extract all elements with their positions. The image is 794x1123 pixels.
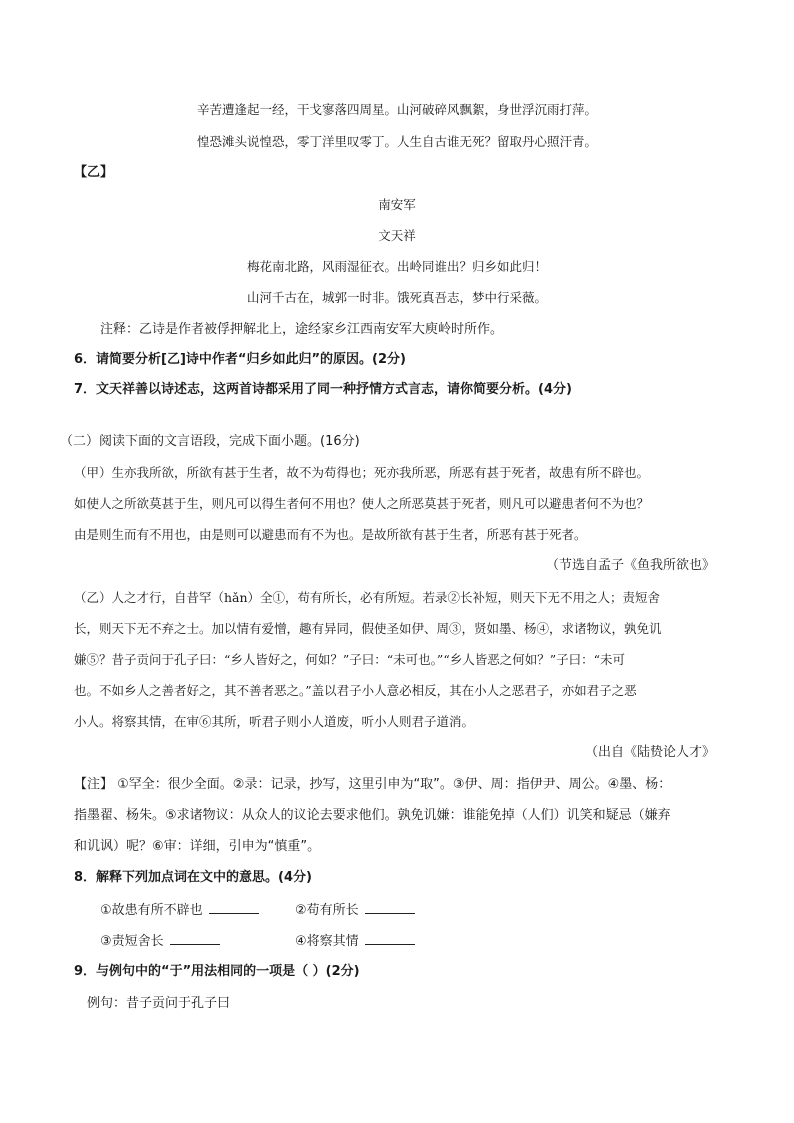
- passage-jia-line-3: 由是则生而有不用也，由是则可以避患而有不为也。是故所欲有甚于生者，所恶有甚于死者。: [74, 527, 587, 542]
- poem-yi-line-1: 梅花南北路，风雨湿征衣。出岭同谁出？归乡如此归！: [246, 259, 547, 274]
- passage-yi-line-2: 长，则天下无不弃之士。加以情有爱憎，趣有异同，假使圣如伊、周③，贤如墨、杨④，求诸物议，孰免讥: [74, 621, 662, 636]
- notes-line-3: 和讥讽）呢？⑥审：详细，引申为“慎重”。: [74, 839, 321, 854]
- question-6: 6．请简要分析[乙]诗中作者“归乡如此归”的原因。(2分): [74, 352, 406, 367]
- note-yi: 注释：乙诗是作者被俘押解北上，途经家乡江西南安军大庾岭时所作。: [100, 322, 504, 337]
- source-yi: （出自《陆贽论人才》: [584, 745, 715, 760]
- passage-yi-line-4: 也。不如乡人之善者好之，其不善者恶之。”盖以君子小人意必相反，其在小人之恶君子，亦如君子之恶: [74, 683, 637, 698]
- question-7: 7．文天祥善以诗述志，这两首诗都采用了同一种抒情方式言志，请你简要分析。(4分): [74, 382, 572, 397]
- notes-line-2: 指墨翟、杨朱。⑤求诸物议：从众人的议论去要求他们。孰免讥嫌：谁能免掉（人们）讥笑和疑忌（嫌弃: [74, 808, 671, 823]
- source-jia: （节选自孟子《鱼我所欲也》: [545, 558, 715, 573]
- notes-line-1: 【注】 ①罕全：很少全面。②录：记录，抄写，这里引申为“取”。③伊、周：指伊尹、周公。④墨、杨：: [74, 777, 672, 792]
- passage-yi-line-5: 小人。将察其情，在审⑥其所，听君子则小人道废，听小人则君子道消。: [74, 714, 475, 729]
- question-8: 8．解释下列加点词在文中的意思。(4分): [74, 870, 312, 885]
- answer-blank[interactable]: [170, 932, 220, 945]
- answer-blank[interactable]: [365, 901, 415, 914]
- passage-yi-line-3: 嫌⑤？昔子贡问于孔子曰：“乡人皆好之，何如？”子曰：“未可也。”“乡人皆恶之何如？”子曰：“未可: [74, 652, 625, 667]
- question-9: 9．与例句中的“于”用法相同的一项是（ ）(2分): [74, 964, 360, 979]
- poem-yi-title: 南安军: [378, 197, 416, 212]
- yi-label: 【乙】: [74, 165, 114, 180]
- passage-yi-line-1: （乙）人之才行，自昔罕（hǎn）全①，苟有所长，必有所短。若录②长补短，则天下无不用之人；责短舍: [74, 590, 661, 605]
- q8-item-3: ③责短舍长: [100, 932, 220, 951]
- section-2-heading: （二）阅读下面的文言语段，完成下面小题。(16分): [60, 434, 360, 449]
- poem-yi-line-2: 山河千古在，城郭一时非。饿死真吾志，梦中行采薇。: [246, 290, 547, 305]
- poem-jia-line-2: 惶恐滩头说惶恐，零丁洋里叹零丁。人生自古谁无死？留取丹心照汗青。: [196, 134, 597, 149]
- q9-example: 例句：昔子贡问于孔子曰: [87, 996, 231, 1011]
- poem-yi-author: 文天祥: [378, 228, 416, 243]
- poem-jia-line-1: 辛苦遭逢起一经，干戈寥落四周星。山河破碎风飘絮，身世浮沉雨打萍。: [196, 102, 597, 117]
- passage-jia-line-1: （甲）生亦我所欲，所欲有甚于生者，故不为苟得也；死亦我所恶，所恶有甚于死者，故患有所不辟也。: [74, 465, 650, 480]
- q8-item-2: ②苟有所长: [295, 901, 415, 920]
- answer-blank[interactable]: [209, 901, 259, 914]
- passage-jia-line-2: 如使人之所欲莫甚于生，则凡可以得生者何不用也？使人之所恶莫甚于死者，则凡可以避患者何不为也？: [74, 496, 650, 511]
- q8-item-4: ④将察其情: [295, 932, 415, 951]
- answer-blank[interactable]: [365, 932, 415, 945]
- q8-item-1: ①故患有所不辟也: [100, 901, 259, 920]
